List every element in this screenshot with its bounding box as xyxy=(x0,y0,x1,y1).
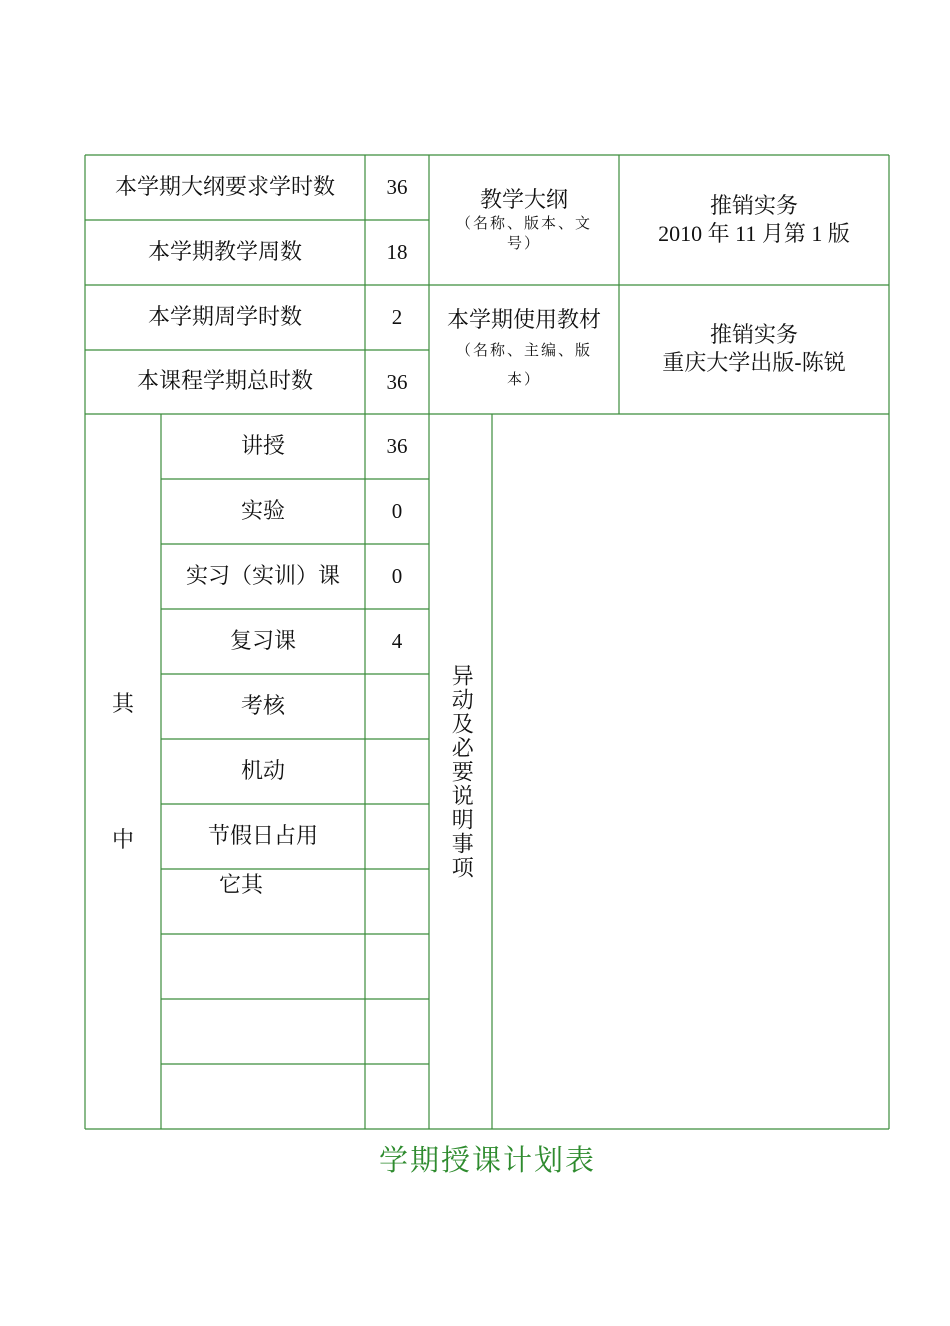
notes-content-area xyxy=(492,414,889,1129)
weeks-label: 本学期教学周数 xyxy=(147,239,302,265)
breakdown-label-experiment: 实验 xyxy=(240,498,285,524)
textbook-label-cell xyxy=(429,285,619,414)
breakdown-label-practice: 实习（实训）课 xyxy=(185,563,340,589)
breakdown-label-holiday: 节假日占用 xyxy=(207,823,318,849)
syllabus-value-line2: 2010 年 11 月第 1 版 xyxy=(658,221,850,246)
breakdown-value-holiday xyxy=(365,804,429,869)
breakdown-label-other: 它其 xyxy=(218,873,263,899)
breakdown-label-review: 复习课 xyxy=(229,628,296,654)
breakdown-value-experiment: 0 xyxy=(391,499,403,524)
breakdown-label-flexible: 机动 xyxy=(240,758,285,784)
weekly-hours-value: 2 xyxy=(391,305,403,330)
weekly-hours-label: 本学期周学时数 xyxy=(147,304,302,330)
breakdown-value-practice: 0 xyxy=(391,564,403,589)
textbook-value-line1: 推销实务 xyxy=(709,323,798,348)
textbook-value-cell xyxy=(619,285,889,414)
total-hours-value: 36 xyxy=(386,369,408,394)
textbook-label: 本学期使用教材 xyxy=(446,307,601,333)
syllabus-value-cell xyxy=(619,155,889,285)
syllabus-label: 教学大纲 xyxy=(479,187,568,213)
outline-hours-value: 36 xyxy=(386,175,408,200)
syllabus-value-line1: 推销实务 xyxy=(709,193,798,219)
syllabus-label-cell xyxy=(429,155,619,285)
notes-label-cell xyxy=(429,414,492,1129)
notes-label: 异动及必要说明事项 xyxy=(448,663,474,880)
breakdown-value-lecture: 36 xyxy=(386,434,408,459)
breakdown-label-assessment: 考核 xyxy=(240,693,285,719)
breakdown-value-assessment xyxy=(365,674,429,739)
textbook-value-line2: 重庆大学出版-陈锐 xyxy=(662,350,846,376)
breakdown-value-flexible xyxy=(365,739,429,804)
outline-hours-label: 本学期大纲要求学时数 xyxy=(114,174,335,200)
weeks-value: 18 xyxy=(386,240,408,265)
group-label-bottom: 中 xyxy=(111,828,134,854)
breakdown-value-other xyxy=(365,869,429,934)
breakdown-value-review: 4 xyxy=(391,629,403,654)
total-hours-label: 本课程学期总时数 xyxy=(136,369,313,395)
group-label-top: 其 xyxy=(111,692,134,718)
syllabus-sublabel: （名称、版本、文号） xyxy=(455,214,592,252)
textbook-sublabel: （名称、主编、版本） xyxy=(455,341,592,388)
table-caption: 学期授课计划表 xyxy=(378,1143,596,1177)
breakdown-label-lecture: 讲授 xyxy=(240,433,285,459)
